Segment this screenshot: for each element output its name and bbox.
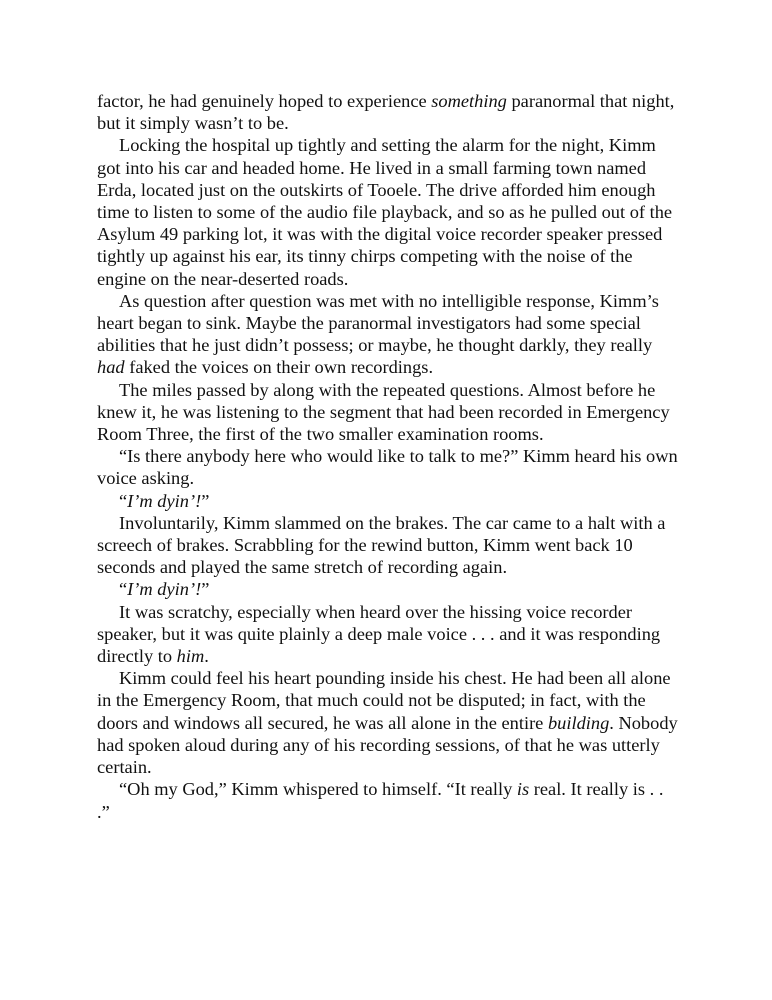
text-run: ” [201, 579, 210, 600]
text-run: . [204, 646, 209, 667]
italic-text: I’m dyin’! [127, 579, 202, 600]
text-run: “ [119, 490, 128, 511]
text-run: Locking the hospital up tightly and setting the alarm for the night, Kimm got into his car and headed home. He lived in a small farming town named Erda, located just on the outskirts of Tooele. The drive afforded him enough time to listen to some of the audio file playback, and so as he pulled out of the Asylum 49 parking lot, it was with the digital voice recorder speaker pressed tightly up against his ear, its tinny chirps competing with the noise of the engine on the near-deserted roads. [97, 135, 673, 289]
paragraph [97, 778, 679, 822]
paragraph [97, 512, 679, 579]
paragraph [97, 578, 679, 600]
italic-text: I’m dyin’! [127, 490, 202, 511]
italic-text: building [547, 712, 610, 733]
text-run: It was scratchy, especially when heard over the hissing voice recorder speaker, but it was quite plainly a deep male voice . . . and it was responding directly to [97, 601, 661, 667]
italic-text: him [176, 646, 205, 667]
text-run: factor, he had genuinely hoped to experience [97, 91, 432, 111]
paragraph [97, 445, 679, 489]
text-run: Involuntarily, Kimm slammed on the brakes. The car came to a halt with a screech of brakes. Scrabbling for the rewind button, Kimm went back 10 seconds and played the same stretch of recording again. [97, 512, 666, 578]
text-run: paranormal that night, but it simply wasn’t to be. [97, 91, 675, 134]
text-run: “ [119, 579, 128, 600]
text-run: Kimm could feel his heart pounding inside his chest. He had been all alone in the Emergency Room, that much could not be disputed; in fact, with the doors and windows all secured, he was all alone in the entire [97, 668, 671, 733]
text-run: ” [201, 490, 210, 511]
paragraph [97, 134, 679, 289]
text-run: “Oh my God,” Kimm whispered to himself. “It really [119, 779, 517, 800]
italic-text: had [97, 357, 125, 378]
text-run: The miles passed by along with the repeated questions. Almost before he knew it, he was listening to the segment that had been recorded in Emergency Room Three, the first of the two smaller examination rooms. [97, 379, 670, 445]
paragraph [97, 601, 679, 668]
text-run: . Nobody had spoken aloud during any of his recording sessions, of that he was utterly certain. [97, 712, 678, 778]
paragraph [97, 490, 679, 512]
text-run: “Is there anybody here who would like to talk to me?” Kimm heard his own voice asking. [97, 446, 678, 489]
italic-text: is [516, 779, 530, 800]
italic-text: something [431, 91, 507, 111]
paragraph [97, 90, 679, 134]
text-run: real. It really is . . .” [97, 779, 664, 822]
text-run: faked the voices on their own recordings. [124, 357, 434, 378]
text-run: As question after question was met with no intelligible response, Kimm’s heart began to sink. Maybe the paranormal investigators had some special abilities that he just didn’t possess; or maybe, he thought darkly, they really [97, 290, 659, 356]
paragraph [97, 290, 679, 379]
document-page [97, 90, 679, 823]
paragraph [97, 379, 679, 446]
paragraph [97, 667, 679, 778]
